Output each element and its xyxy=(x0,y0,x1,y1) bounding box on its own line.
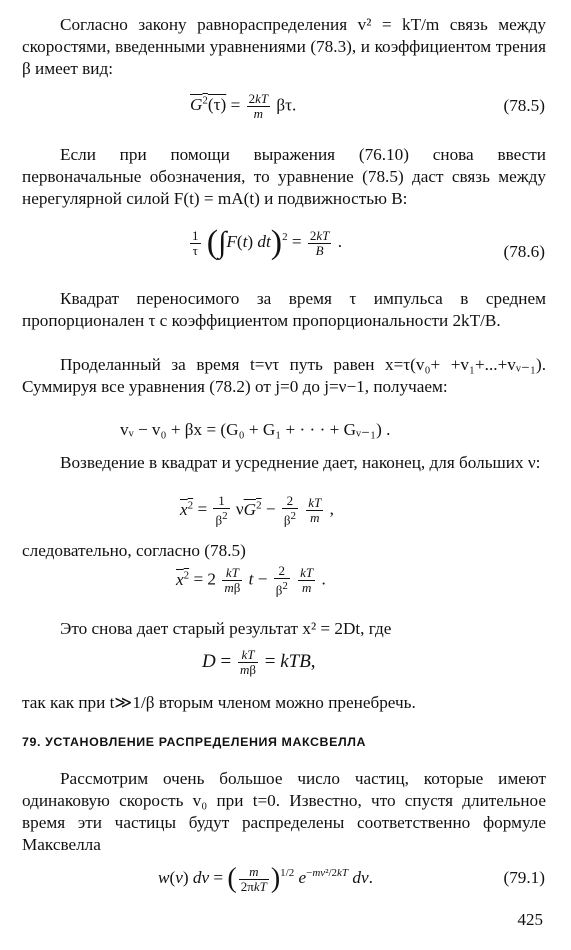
paragraph-neglect: так как при t≫1/β вторым членом можно пренебречь. xyxy=(22,693,416,712)
equation-x2-b-body: $x^2 = 2$ $\frac{kT}{m\beta}$ t − $\frac{2}{\beta^2}$ $\frac{kT}{m}$ . xyxy=(176,563,326,598)
paragraph-old-result: Это снова дает старый результат x² = 2Dt, где xyxy=(60,619,392,638)
paragraph-consequently: следовательно, согласно (78.5) xyxy=(22,541,246,560)
equation-78-6-body: $\frac{1}{\tau}$ (∫F(t) dt)$^2$ = $\frac{2kT}{B}$ . xyxy=(192,224,342,261)
equation-78-5 xyxy=(0,86,571,132)
equation-79-1-number: (79.1) xyxy=(503,868,545,887)
equation-78-5-number: (78.5) xyxy=(503,96,545,115)
equation-79-1 xyxy=(0,856,571,906)
equation-sum-body: vᵥ − v₀ + βx = (G₀ + G₁ + · · · + Gᵥ₋₁) . xyxy=(120,420,391,439)
equation-x2-a-body: $x^2$ = $\frac{1}{\beta^2}$ $\nu G^2$ − $\frac{2}{\beta^2}$ $\frac{kT}{m}$ , xyxy=(180,493,334,528)
equation-diffusion-body: D = $\frac{kT}{m\beta}$ = kTB, xyxy=(202,647,316,677)
equation-78-6 xyxy=(0,222,571,282)
equation-79-1-body: w(v) dv = ( $\frac{m}{\text{2πkT}}$ )$^{1/2}$ $e^{-mv^2/2kT}$ dv. xyxy=(158,863,373,894)
equation-sum xyxy=(0,418,571,448)
equation-x2-b xyxy=(0,560,571,610)
equation-x2-a xyxy=(0,490,571,538)
paragraph-momentum: Квадрат переносимого за время τ импульса в среднем пропорционален τ с коэффициентом пропорциональности 2kT/B. xyxy=(22,289,546,330)
page-number: 425 xyxy=(517,910,543,929)
paragraph-maxwell: Рассмотрим очень большое число частиц, которые имеют одинаковую скорость v₀ при t=0. Известно, что спустя длительное время эти частицы будут распределены соответственно формуле Максвелла xyxy=(22,769,546,854)
equation-78-5-body: $G^2(\tau)$ = $\frac{2kT}{m}$ βτ. xyxy=(190,91,297,121)
equation-78-6-number: (78.6) xyxy=(503,242,545,261)
paragraph-squaring: Возведение в квадрат и усреднение дает, наконец, для больших ν: xyxy=(60,453,541,472)
paragraph-notation: Если при помощи выражения (76.10) снова ввести первоначальные обозначения, то уравнение (78.5) даст связь между нерегулярной силой F(t) = mA(t) и подвижностью B: xyxy=(22,145,546,208)
paragraph-equipartition: Согласно закону равнораспределения v² = kT/m связь между скоростями, введенными уравнениями (78.3), и коэффициентом трения β имеет вид: xyxy=(22,15,546,78)
paragraph-path: Проделанный за время t=ντ путь равен x=τ(v₀+ +v₁+...+vᵥ₋₁). Суммируя все уравнения (78.2) от j=0 до j=ν−1, получаем: xyxy=(22,355,546,396)
section-heading: 79. УСТАНОВЛЕНИЕ РАСПРЕДЕЛЕНИЯ МАКСВЕЛЛА xyxy=(22,735,367,749)
equation-diffusion xyxy=(0,644,571,690)
